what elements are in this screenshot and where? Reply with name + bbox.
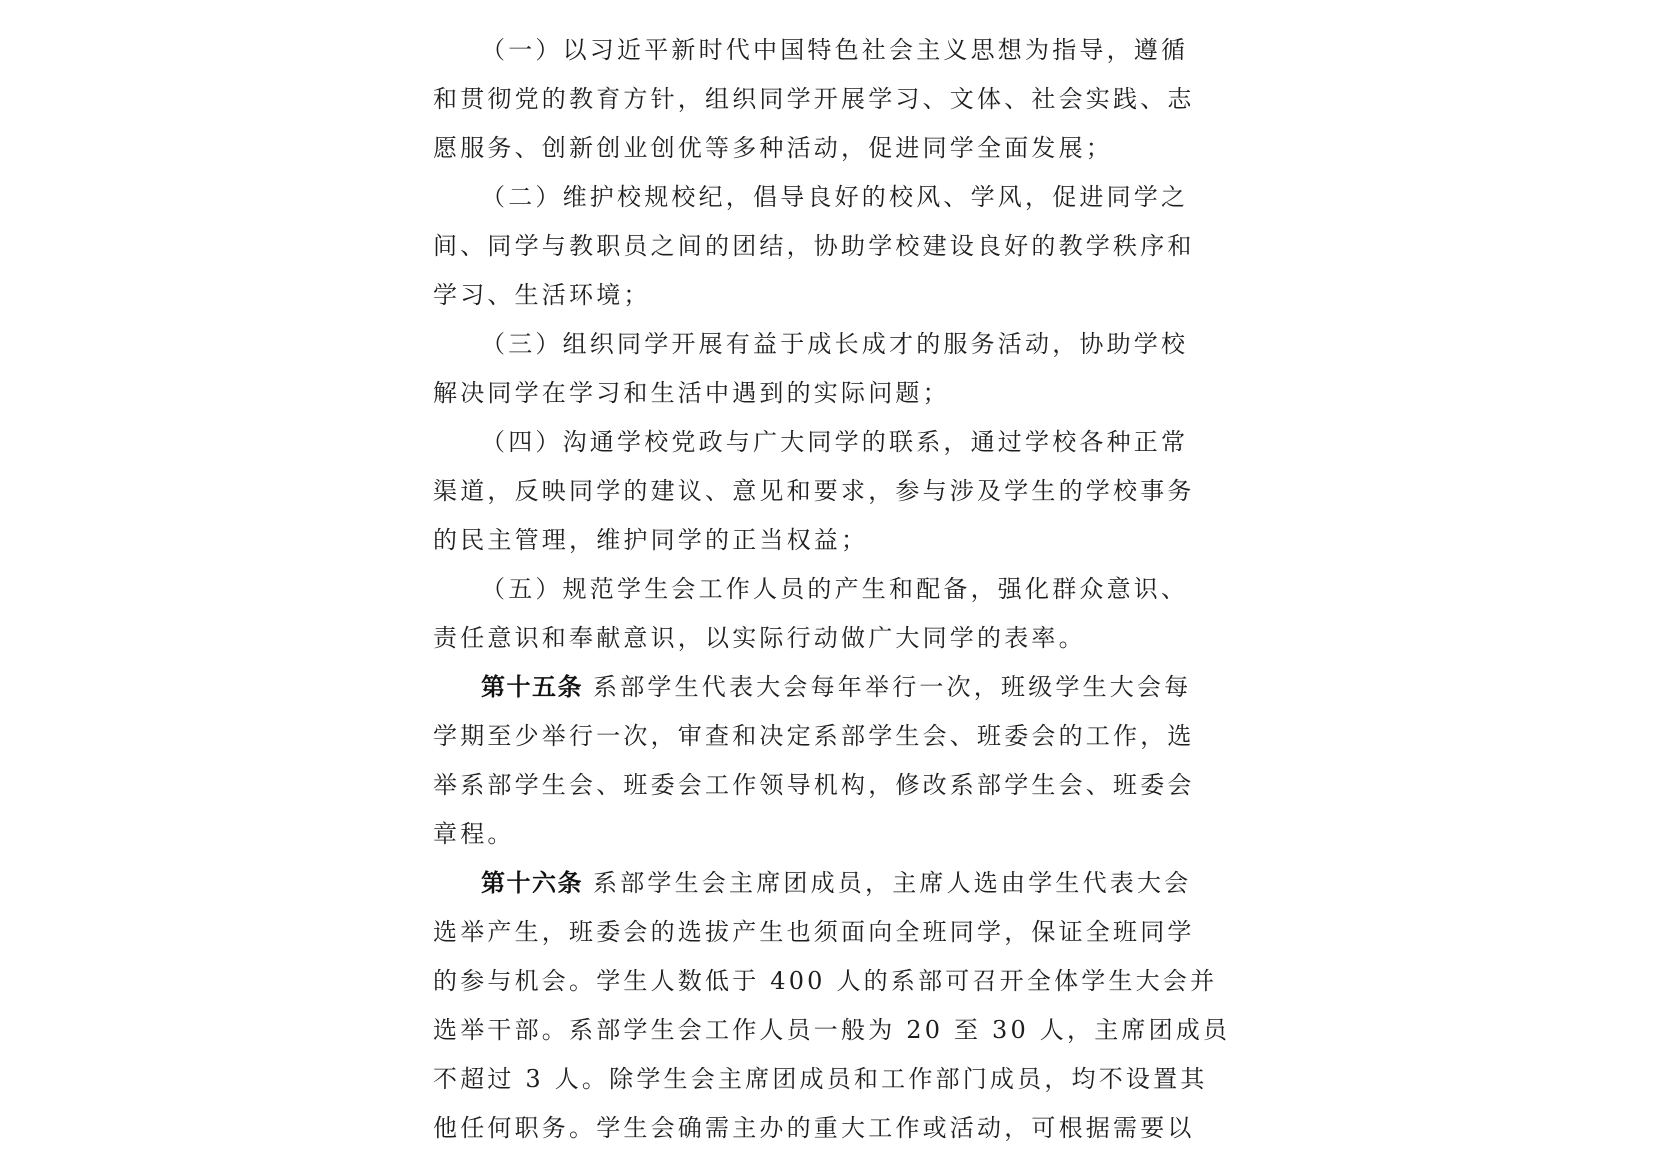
paragraph-5-line-2: 责任意识和奉献意识，以实际行动做广大同学的表率。 — [433, 624, 1086, 652]
article-16-line-3: 的参与机会。学生人数低于 400 人的系部可召开全体学生大会并 — [433, 967, 1218, 995]
paragraph-2-line-2: 间、同学与教职员之间的团结，协助学校建设良好的教学秩序和 — [433, 232, 1195, 260]
article-16-line-4: 选举干部。系部学生会工作人员一般为 20 至 30 人，主席团成员 — [433, 1016, 1231, 1044]
paragraph-4-line-2: 渠道，反映同学的建议、意见和要求，参与涉及学生的学校事务 — [433, 477, 1195, 505]
article-15-line-4: 章程。 — [433, 820, 515, 848]
paragraph-1-line-1: （一）以习近平新时代中国特色社会主义思想为指导，遵循 — [481, 36, 1189, 64]
article-16-line-2: 选举产生，班委会的选拔产生也须面向全班同学，保证全班同学 — [433, 918, 1195, 946]
paragraph-4-line-3: 的民主管理，维护同学的正当权益； — [433, 526, 869, 554]
paragraph-3-line-2: 解决同学在学习和生活中遇到的实际问题； — [433, 379, 950, 407]
article-15-text: 系部学生代表大会每年举行一次，班级学生大会每 — [593, 673, 1192, 701]
article-16-heading: 第十六条 — [481, 869, 583, 897]
paragraph-5-line-1: （五）规范学生会工作人员的产生和配备，强化群众意识、 — [481, 575, 1189, 603]
paragraph-2-line-1: （二）维护校规校纪，倡导良好的校风、学风，促进同学之 — [481, 183, 1189, 211]
article-16-line-6: 他任何职务。学生会确需主办的重大工作或活动，可根据需要以 — [433, 1114, 1195, 1142]
paragraph-4-line-1: （四）沟通学校党政与广大同学的联系，通过学校各种正常 — [481, 428, 1189, 456]
paragraph-1-line-2: 和贯彻党的教育方针，组织同学开展学习、文体、社会实践、志 — [433, 85, 1195, 113]
article-15-line-3: 举系部学生会、班委会工作领导机构，修改系部学生会、班委会 — [433, 771, 1195, 799]
paragraph-2-line-3: 学习、生活环境； — [433, 281, 651, 309]
article-16-text: 系部学生会主席团成员，主席人选由学生代表大会 — [593, 869, 1192, 897]
paragraph-1-line-3: 愿服务、创新创业创优等多种活动，促进同学全面发展； — [433, 134, 1113, 162]
article-15-line-2: 学期至少举行一次，审查和决定系部学生会、班委会的工作，选 — [433, 722, 1195, 750]
paragraph-3-line-1: （三）组织同学开展有益于成长成才的服务活动，协助学校 — [481, 330, 1189, 358]
document-body — [433, 26, 1231, 1153]
article-15-heading: 第十五条 — [481, 673, 583, 701]
article-16-line-1 — [433, 859, 1192, 908]
article-15-line-1 — [433, 663, 1192, 712]
article-16-line-5: 不超过 3 人。除学生会主席团成员和工作部门成员，均不设置其 — [433, 1065, 1208, 1093]
